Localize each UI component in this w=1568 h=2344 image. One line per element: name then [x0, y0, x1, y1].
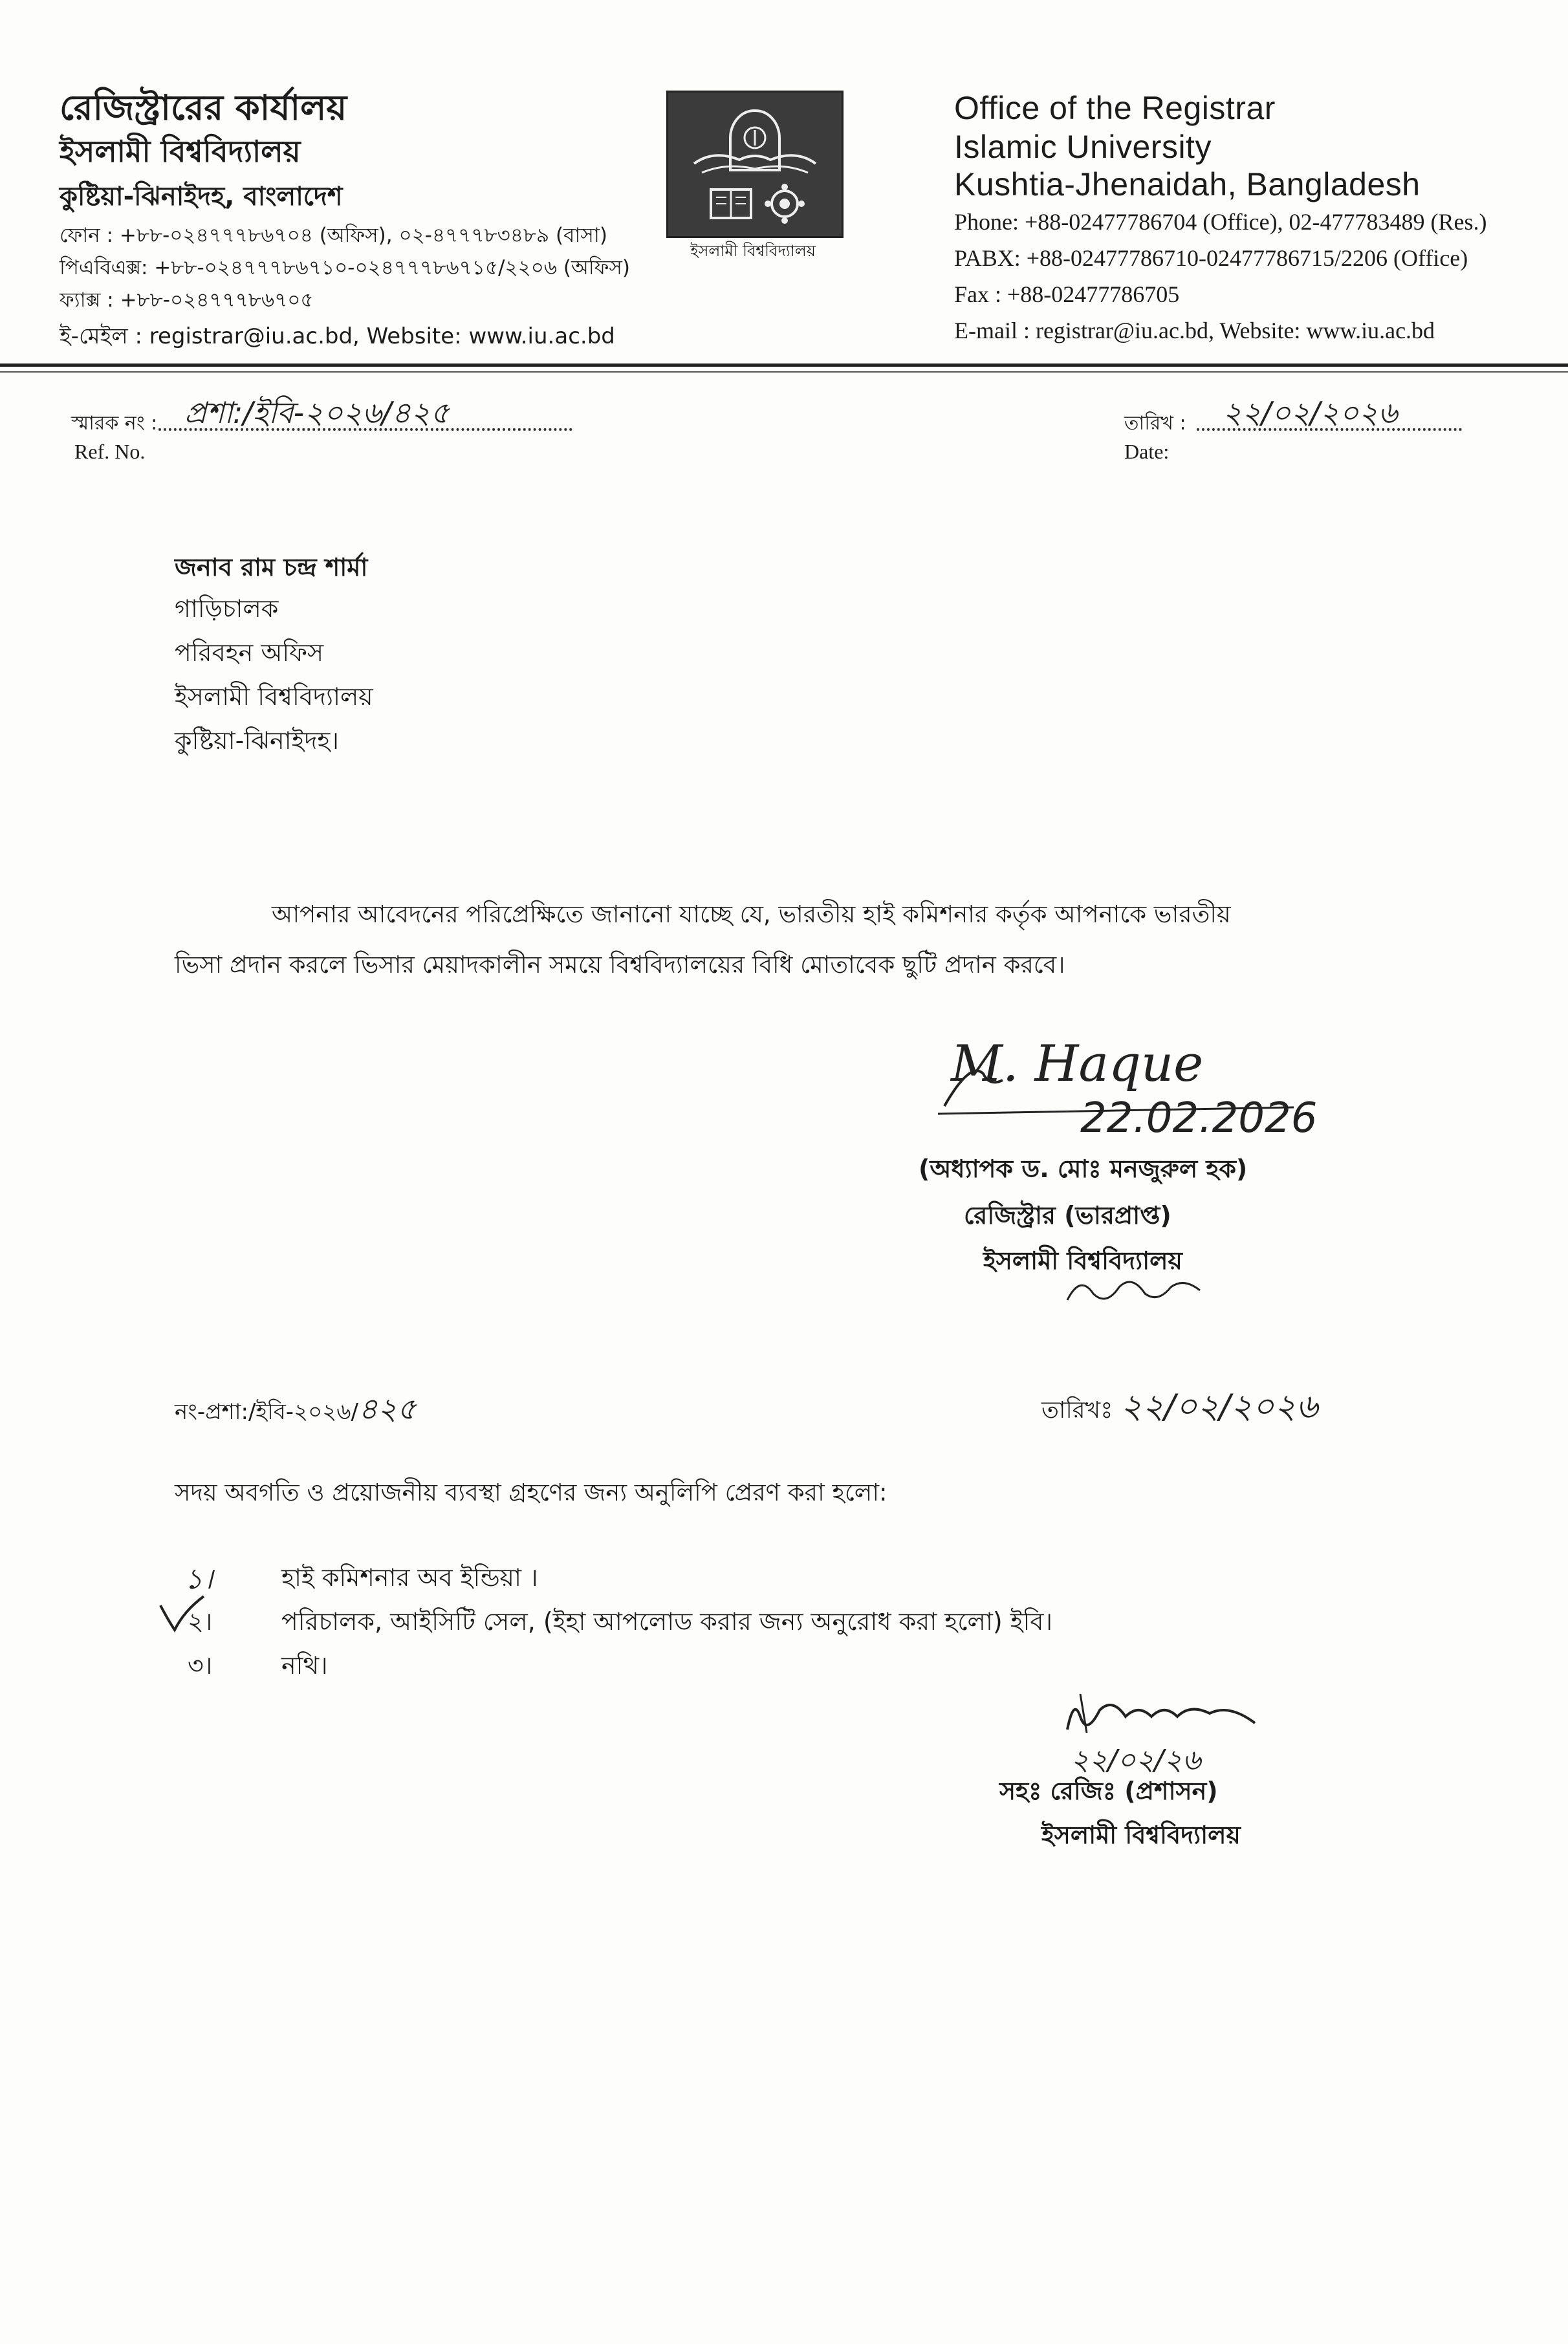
- phone-bn: ফোন : +৮৮-০২৪৭৭৭৮৬৭০৪ (অফিস), ০২-৪৭৭৭৮৩৪৮৯ (বাসা): [60, 224, 607, 247]
- initial-scribble-icon: [1061, 1268, 1210, 1313]
- registrar-signature: M. Haque: [951, 1035, 1204, 1093]
- recipient-line: গাড়িচালক: [175, 594, 279, 623]
- recipient-name: জনাব রাম চন্দ্র শার্মা: [175, 553, 368, 581]
- recipient-line: পরিবহন অফিস: [175, 638, 324, 667]
- signatory-title: রেজিস্ট্রার (ভারপ্রাপ্ত): [964, 1201, 1171, 1230]
- date-dotted-line: [1197, 391, 1462, 431]
- fax-en: Fax : +88-02477786705: [954, 281, 1180, 307]
- copy-item-text: পরিচালক, আইসিটি সেল, (ইহা আপলোড করার জন্য অনুরোধ করা হলো) ইবি।: [281, 1607, 1053, 1636]
- copy-date: [1041, 1380, 1318, 1437]
- logo-caption: ইসলামী বিশ্ববিদ্যালয়: [690, 242, 816, 260]
- logo-emblem-icon: [668, 92, 842, 236]
- email-en: E-mail : registrar@iu.ac.bd, Website: www.iu.ac.bd: [954, 318, 1435, 343]
- signatory-name: (অধ্যাপক ড. মোঃ মনজুরুল হক): [919, 1155, 1248, 1183]
- pabx-bn: পিএবিএক্স: +৮৮-০২৪৭৭৭৮৬৭১০-০২৪৭৭৭৮৬৭১৫/২২০৬ (অফিস): [60, 256, 630, 279]
- signatory-org: ইসলামী বিশ্ববিদ্যালয়: [983, 1246, 1182, 1275]
- body-paragraph-line-1: আপনার আবেদনের পরিপ্রেক্ষিতে জানানো যাচ্ছে যে, ভারতীয় হাই কমিশনার কর্তৃক আপনাকে ভারতীয়: [272, 900, 1231, 928]
- ref-label-bn: স্মারক নং :: [71, 412, 158, 435]
- pabx-en: PABX: +88-02477786710-02477786715/2206 (Office): [954, 245, 1468, 271]
- copy-item-number: ১।: [184, 1563, 213, 1596]
- copy-item-number: ২।: [188, 1607, 213, 1636]
- header-rule: [0, 364, 1568, 367]
- date-label-bn: তারিখ :: [1124, 412, 1186, 435]
- copy-ref-prefix: নং-প্রশা:/ইবি-২০২৬/: [175, 1399, 358, 1425]
- signature-date-handwritten: 22.02.2026: [1080, 1094, 1318, 1142]
- fax-bn: ফ্যাক্স : +৮৮-০২৪৭৭৭৮৬৭০৫: [60, 288, 314, 312]
- copy-ref-handwritten: ৪২৫: [358, 1391, 417, 1426]
- copy-intro: সদয় অবগতি ও প্রয়োজনীয় ব্যবস্থা গ্রহণের জন্য অনুলিপি প্রেরণ করা হলো:: [175, 1479, 887, 1506]
- recipient-line: ইসলামী বিশ্ববিদ্যালয়: [175, 682, 373, 711]
- date-label-en: Date:: [1124, 440, 1170, 463]
- ref-dotted-line: [158, 391, 572, 431]
- copy-date-label: তারিখঃ: [1041, 1397, 1113, 1424]
- copy-item-text: নথি।: [281, 1651, 328, 1680]
- office-title-en: Office of the Registrar: [954, 90, 1276, 126]
- copy-item-number: ৩।: [188, 1651, 213, 1680]
- location-en: Kushtia-Jhenaidah, Bangladesh: [954, 166, 1421, 202]
- ref-number-handwritten: প্রশা:/ইবি-২০২৬/৪২৫: [184, 395, 450, 430]
- date-handwritten: ২২/০২/২০২৬: [1223, 395, 1398, 430]
- copy-item-text: হাই কমিশনার অব ইন্ডিয়া ।: [281, 1563, 538, 1592]
- university-name-en: Islamic University: [954, 129, 1212, 165]
- recipient-line: কুষ্টিয়া-ঝিনাইদহ।: [175, 726, 339, 755]
- body-paragraph-line-2: ভিসা প্রদান করলে ভিসার মেয়াদকালীন সময়ে বিশ্ববিদ্যালয়ের বিধি মোতাবেক ছুটি প্রদান করবে।: [175, 951, 1065, 979]
- assistant-registrar-title: সহঃ রেজিঃ (প্রশাসন): [999, 1777, 1218, 1805]
- university-name-bn: ইসলামী বিশ্ববিদ্যালয়: [60, 134, 301, 169]
- location-bn: কুষ্টিয়া-ঝিনাইদহ, বাংলাদেশ: [60, 182, 343, 212]
- email-bn: ই-মেইল : registrar@iu.ac.bd, Website: www.iu.ac.bd: [60, 323, 615, 349]
- assistant-registrar-signature-icon: [1061, 1684, 1274, 1742]
- assistant-sign-date: ২২/০২/২৬: [1071, 1744, 1201, 1777]
- copy-date-handwritten: ২২/০২/২০২৬: [1120, 1387, 1318, 1426]
- ref-label-en: Ref. No.: [74, 440, 146, 463]
- office-title-bn: রেজিস্ট্রারের কার্যালয়: [60, 87, 347, 128]
- copy-ref-number: [175, 1387, 417, 1436]
- phone-en: Phone: +88-02477786704 (Office), 02-477783489 (Res.): [954, 209, 1487, 235]
- header-rule-thin: [0, 371, 1568, 373]
- assistant-registrar-org: ইসলামী বিশ্ববিদ্যালয়: [1041, 1821, 1241, 1849]
- university-logo: [666, 91, 844, 238]
